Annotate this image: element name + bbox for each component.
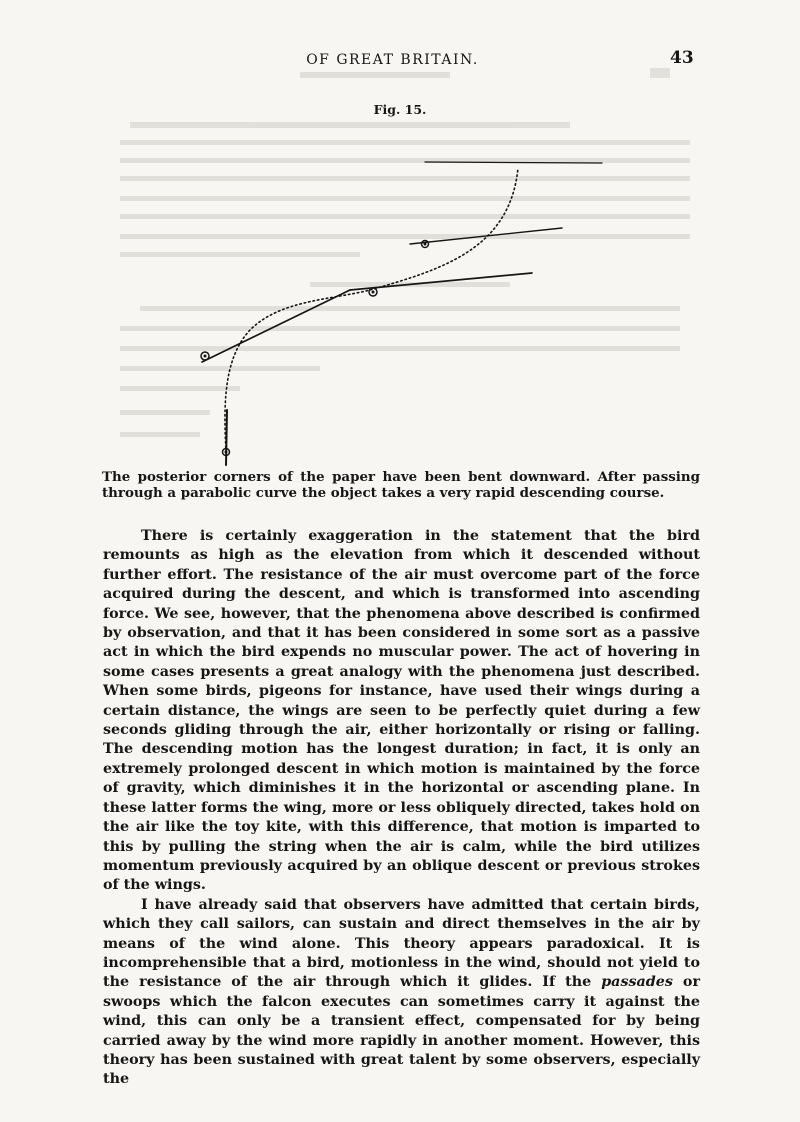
figure-caption: The posterior corners of the paper have been bent downward. After passing through a parabolic curve the object takes a very rapid descending course. — [102, 469, 700, 501]
italic-term: passades — [601, 974, 673, 991]
paragraph-2-start: I have already said that observers have admitted that certain birds, which they call sailors, can sustain and direct themselves in the air by means of the wind alone. This theory appears paradoxical. It is incomprehensible that a bird, motionless in the wind, should not yield to the resistance of the air through which it glides. If the — [103, 896, 700, 991]
body-text — [103, 527, 700, 1090]
tangent-line-1 — [202, 290, 350, 362]
flight-trajectory-figure — [180, 140, 620, 470]
tangent-line-4 — [425, 162, 602, 163]
paragraph-1: There is certainly exaggeration in the statement that the bird remounts as high as the elevation from which it descended without further effort. The resistance of the air must overcome part of the force acquired during the descent, and which is transformed into ascending force. We see, however, that the phenomena above described is confirmed by observation, and that it has been considered in some sort as a passive act in which the bird expends no muscular power. The act of hovering in some cases presents a great analogy with the phenomena just described. When some birds, pigeons for instance, have used their wings during a certain distance, the wings are seen to be perfectly quiet during a few seconds gliding through the air, either horizontally or rising or falling. The descending motion has the longest duration; in fact, it is only an extremely prolonged descent in which motion is maintained by the force of gravity, which diminishes it in the horizontal or ascending plane. In these latter forms the wing, more or less obliquely directed, takes hold on the air like the toy kite, with this difference, that motion is imparted to this by pulling the string when the air is calm, while the bird utilizes momentum previously acquired by an oblique descent or previous strokes of the wings. — [103, 528, 700, 894]
running-head: OF GREAT BRITAIN. — [306, 52, 479, 68]
tangent-line-2 — [350, 273, 532, 290]
dotted-trajectory-curve — [225, 168, 518, 452]
figure-label: Fig. 15. — [373, 102, 427, 117]
page-number: 43 — [670, 48, 694, 68]
position-marker-dot-1 — [225, 451, 228, 454]
position-marker-dot-4 — [424, 243, 427, 246]
paragraph-2-end: or swoops which the falcon executes can sometimes carry it against the wind, this can only be a transient effect, compensated for by being carried away by the wind more rapidly in another moment. However, this theory has been sustained with great talent by some observers, especially the — [103, 974, 701, 1088]
paragraph-2 — [103, 896, 700, 1090]
tangent-line-3 — [410, 228, 562, 244]
position-marker-dot-2 — [204, 355, 207, 358]
position-marker-dot-3 — [372, 291, 375, 294]
